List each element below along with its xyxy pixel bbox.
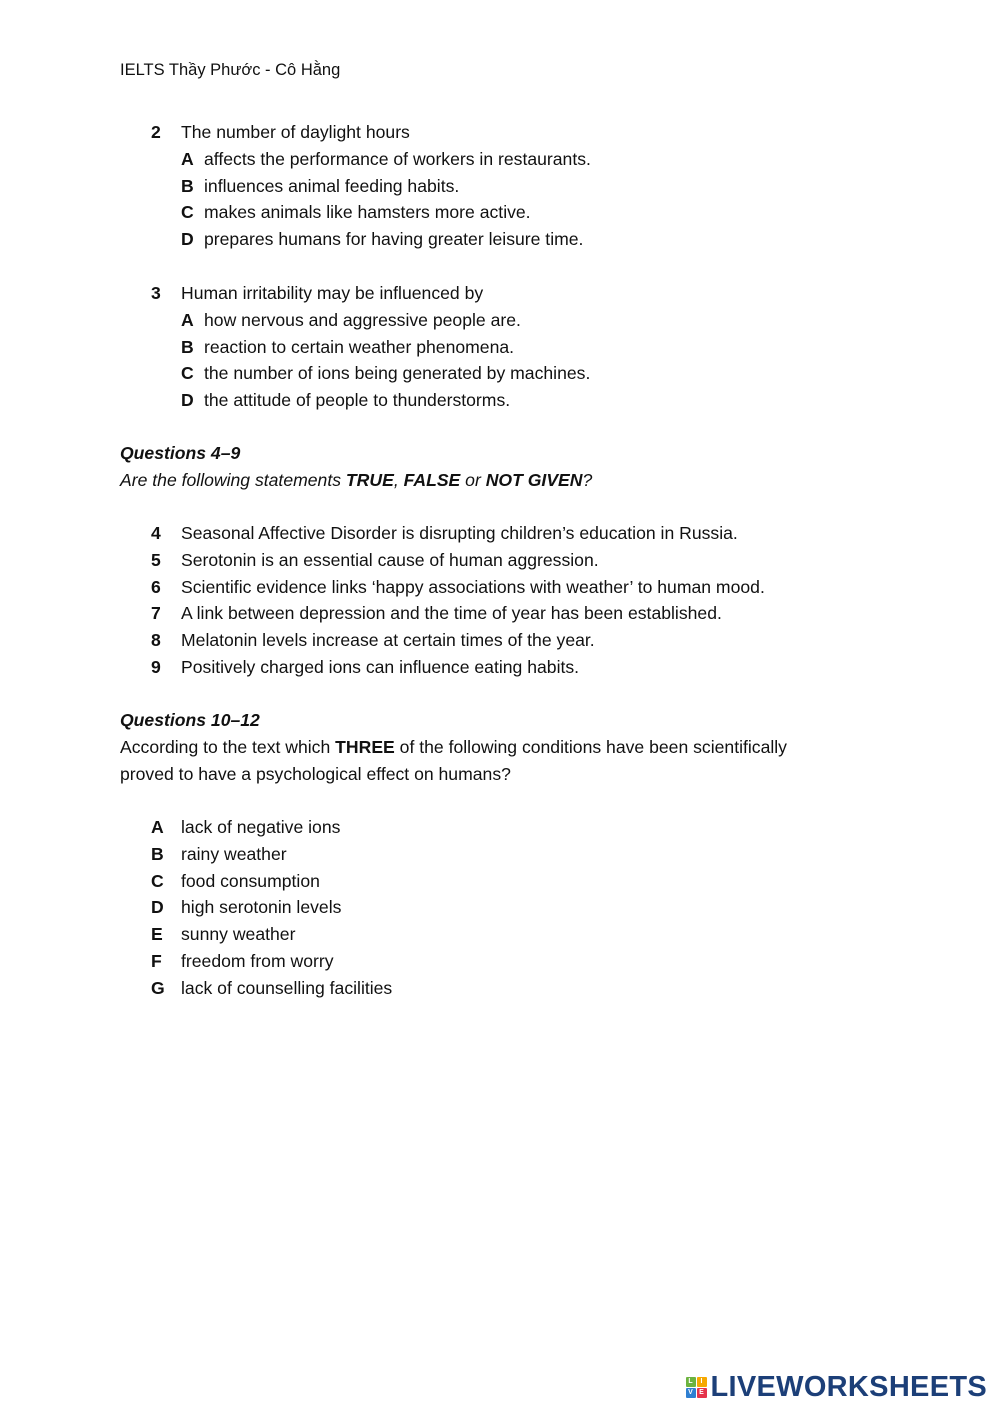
option-b[interactable]	[151, 334, 851, 361]
option-letter: D	[181, 390, 194, 411]
condition-e[interactable]	[151, 921, 751, 948]
option-c[interactable]	[151, 199, 851, 226]
statement-9	[151, 654, 911, 681]
question-2	[151, 119, 851, 253]
tfng-list	[151, 520, 911, 681]
statement-5	[151, 547, 911, 574]
option-letter: A	[181, 148, 194, 169]
statement-text: Positively charged ions can influence eating habits.	[181, 656, 580, 677]
option-text: sunny weather	[181, 924, 296, 945]
question-number: 4	[151, 523, 161, 543]
statement-text: Seasonal Affective Disorder is disrupting children’s education in Russia.	[181, 523, 738, 543]
option-a[interactable]	[151, 307, 851, 334]
question-number: 8	[151, 630, 161, 651]
option-text: the number of ions being generated by machines.	[204, 363, 591, 384]
option-text: affects the performance of workers in restaurants.	[204, 148, 591, 169]
option-letter: B	[151, 843, 164, 864]
condition-g[interactable]	[151, 975, 751, 1002]
section-instructions-line2: proved to have a psychological effect on humans?	[120, 763, 511, 784]
option-letter: E	[151, 924, 163, 945]
statement-text: A link between depression and the time of year has been established.	[181, 603, 722, 624]
cube-i: I	[697, 1377, 707, 1387]
cube-l: L	[686, 1377, 696, 1387]
section-instructions: According to the text which THREE of the following conditions have been scientifically	[120, 736, 787, 757]
option-letter: B	[181, 175, 194, 196]
option-letter: B	[181, 336, 194, 357]
option-letter: G	[151, 977, 165, 998]
option-a[interactable]	[151, 146, 851, 173]
section-tfng	[120, 440, 880, 494]
section-title: Questions 10–12	[120, 710, 260, 730]
cube-v: V	[686, 1388, 696, 1398]
question-text: The number of daylight hours	[181, 122, 410, 142]
option-text: lack of negative ions	[181, 817, 341, 837]
option-letter: C	[151, 870, 164, 891]
page-header: IELTS Thầy Phước - Cô Hằng	[120, 61, 341, 79]
question-number: 7	[151, 603, 161, 624]
statement-text: Melatonin levels increase at certain times of the year.	[181, 630, 595, 651]
statement-7	[151, 600, 911, 627]
option-text: how nervous and aggressive people are.	[204, 309, 521, 330]
condition-a[interactable]	[151, 814, 751, 841]
option-text: high serotonin levels	[181, 897, 342, 918]
option-text: influences animal feeding habits.	[204, 175, 460, 196]
option-letter: D	[151, 897, 164, 918]
option-text: rainy weather	[181, 843, 287, 864]
question-number: 5	[151, 549, 161, 570]
question-number: 2	[151, 122, 161, 142]
statement-4	[151, 520, 911, 547]
option-letter: D	[181, 229, 194, 250]
live-cubes-icon	[686, 1377, 707, 1398]
option-letter: F	[151, 950, 162, 971]
statement-6	[151, 574, 911, 601]
condition-b[interactable]	[151, 841, 751, 868]
liveworksheets-logo	[686, 1371, 988, 1404]
option-letter: A	[181, 309, 194, 330]
option-text: reaction to certain weather phenomena.	[204, 336, 515, 357]
option-letter: A	[151, 817, 164, 837]
question-text: Human irritability may be influenced by	[181, 283, 484, 303]
section-instructions: Are the following statements TRUE, FALSE or NOT GIVEN?	[120, 469, 593, 490]
option-b[interactable]	[151, 173, 851, 200]
question-number: 6	[151, 576, 161, 597]
option-text: food consumption	[181, 870, 320, 891]
option-d[interactable]	[151, 387, 851, 414]
question-number: 9	[151, 656, 161, 677]
section-choose	[120, 707, 920, 787]
option-text: prepares humans for having greater leisure time.	[204, 229, 584, 250]
option-text: the attitude of people to thunderstorms.	[204, 390, 511, 411]
option-d[interactable]	[151, 226, 851, 253]
option-text: freedom from worry	[181, 950, 334, 971]
condition-list	[151, 814, 751, 1002]
option-letter: C	[181, 363, 194, 384]
question-number: 3	[151, 283, 161, 303]
option-c[interactable]	[151, 360, 851, 387]
statement-8	[151, 627, 911, 654]
statement-text: Scientific evidence links ‘happy associations with weather’ to human mood.	[181, 576, 765, 597]
cube-e: E	[697, 1388, 707, 1398]
condition-c[interactable]	[151, 868, 751, 895]
option-text: makes animals like hamsters more active.	[204, 202, 531, 223]
statement-text: Serotonin is an essential cause of human aggression.	[181, 549, 599, 570]
option-text: lack of counselling facilities	[181, 977, 393, 998]
logo-text: LIVEWORKSHEETS	[710, 1371, 987, 1403]
section-title: Questions 4–9	[120, 443, 241, 463]
condition-d[interactable]	[151, 894, 751, 921]
option-letter: C	[181, 202, 194, 223]
condition-f[interactable]	[151, 948, 751, 975]
question-3	[151, 280, 851, 414]
